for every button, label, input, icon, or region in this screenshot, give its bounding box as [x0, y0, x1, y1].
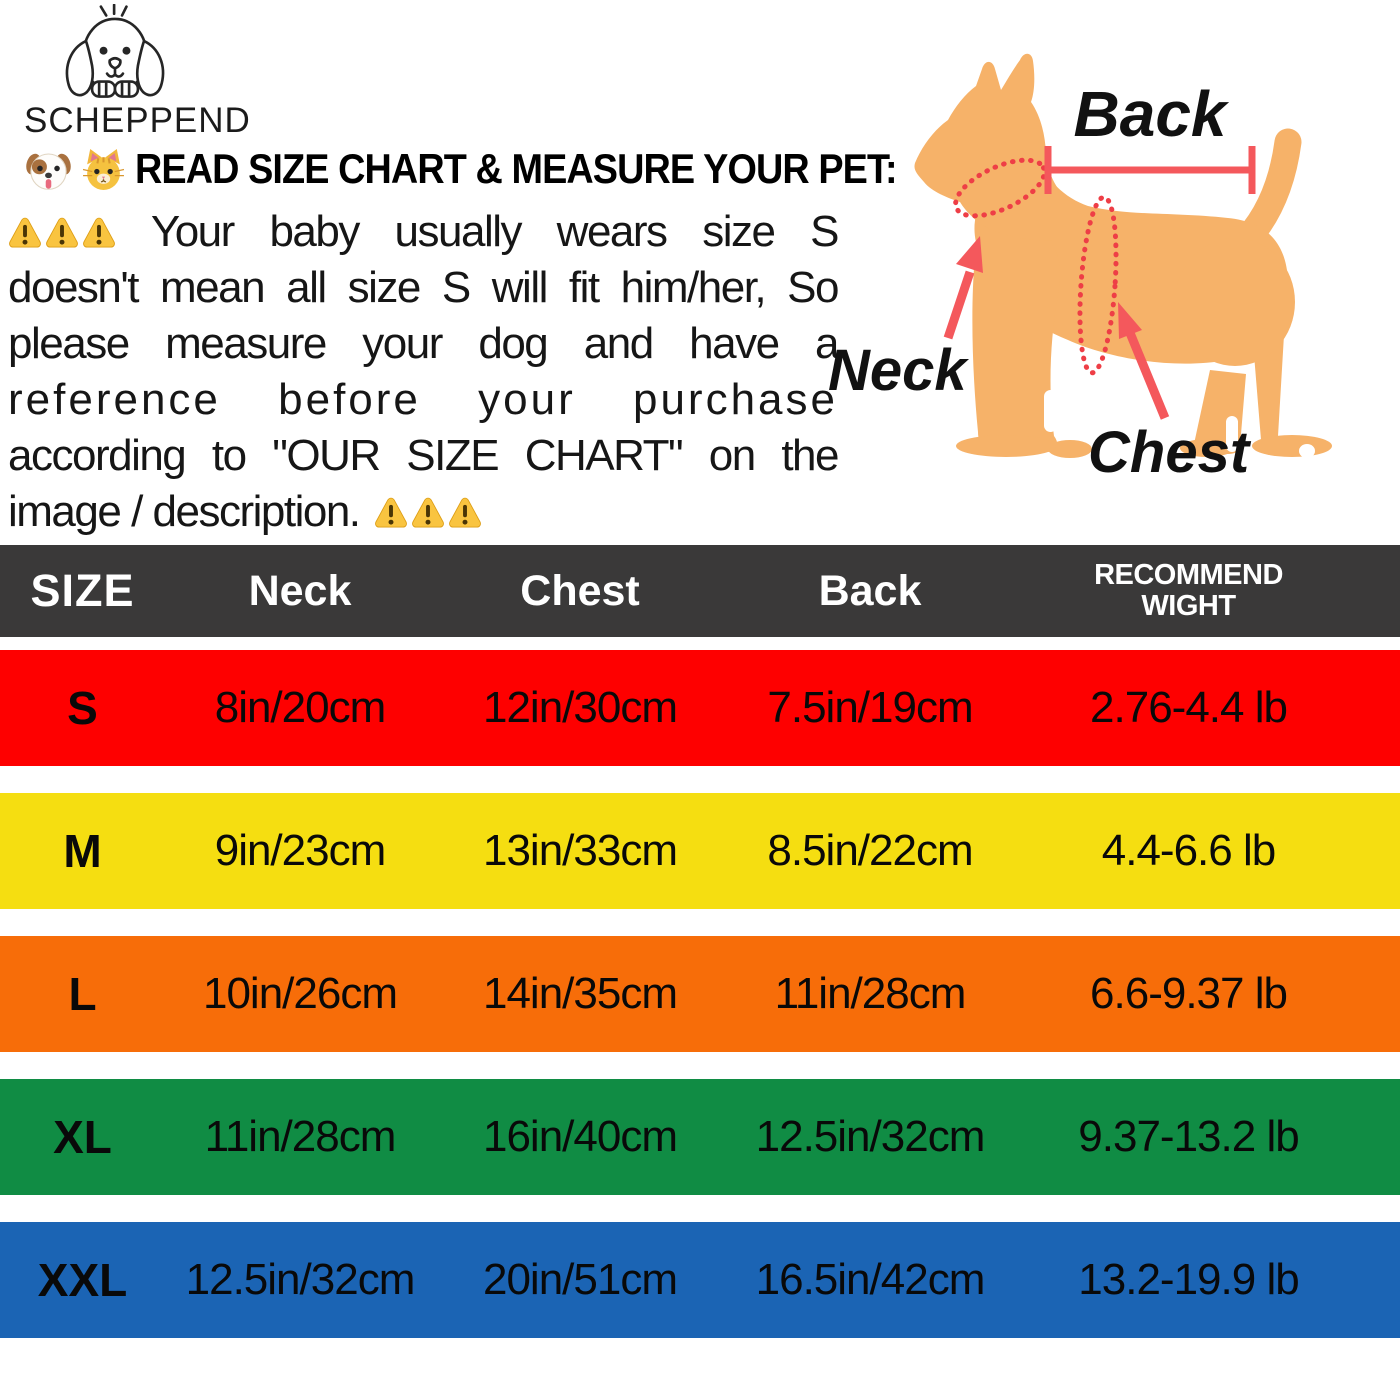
- notice-line: image / description.: [8, 484, 838, 540]
- cell-neck: 11in/28cm: [204, 1112, 396, 1161]
- cell-neck: 9in/23cm: [214, 826, 386, 875]
- notice-line: reference before your purchase: [8, 375, 838, 424]
- notice-heading-text: READ SIZE CHART & MEASURE YOUR PET:: [135, 145, 897, 192]
- cat-face-icon: [81, 147, 126, 192]
- column-header-size: SIZE: [30, 565, 135, 616]
- hind-paw-notch: [1299, 444, 1315, 458]
- cell-chest: 12in/30cm: [482, 683, 677, 732]
- puppy-logo-icon: [30, 4, 200, 108]
- notice-line: doesn't mean all size S will fit him/her, So: [8, 263, 838, 312]
- back-label: Back: [1073, 78, 1227, 150]
- size-row-xl: [0, 1079, 1400, 1195]
- notice-line: according to "OUR SIZE CHART" on the: [8, 431, 838, 480]
- column-header-weight: RECOMMEND WIGHT: [1094, 559, 1283, 622]
- warning-icon: [448, 496, 482, 530]
- warning-icon: [8, 216, 42, 250]
- cell-chest: 13in/33cm: [482, 826, 677, 875]
- warning-icon: [411, 496, 445, 530]
- cell-chest: 16in/40cm: [482, 1112, 677, 1161]
- back-measure-line: [1048, 146, 1252, 194]
- size-chart-table: [0, 545, 1400, 1338]
- front-leg-gap: [1044, 390, 1057, 432]
- column-header-neck: Neck: [248, 566, 352, 615]
- cell-size: XL: [53, 1111, 112, 1163]
- cell-chest: 20in/51cm: [482, 1255, 677, 1304]
- dog-face-icon: [25, 146, 72, 193]
- size-row-xxl: [0, 1222, 1400, 1338]
- size-row-m: [0, 793, 1400, 909]
- cell-back: 8.5in/22cm: [767, 826, 973, 875]
- cell-back: 16.5in/42cm: [755, 1255, 985, 1304]
- table-header-row: [0, 545, 1400, 637]
- notice-line: please measure your dog and have a: [8, 319, 838, 368]
- warning-icon: [374, 496, 408, 530]
- cell-size: M: [63, 825, 102, 877]
- cell-weight: 4.4-6.6 lb: [1101, 826, 1276, 875]
- size-row-s: [0, 650, 1400, 766]
- cell-chest: 14in/35cm: [482, 969, 677, 1018]
- column-header-chest: Chest: [520, 566, 640, 615]
- cell-back: 11in/28cm: [774, 969, 966, 1018]
- column-header-back: Back: [818, 566, 922, 615]
- size-row-l: [0, 936, 1400, 1052]
- cell-weight: 6.6-9.37 lb: [1090, 969, 1287, 1018]
- cell-neck: 12.5in/32cm: [185, 1255, 415, 1304]
- cell-size: L: [68, 968, 97, 1020]
- cell-neck: 8in/20cm: [214, 683, 386, 732]
- cell-neck: 10in/26cm: [202, 969, 397, 1018]
- notice-line: Your baby usually wears size S: [8, 204, 838, 260]
- cell-back: 7.5in/19cm: [767, 683, 973, 732]
- warning-icon: [45, 216, 79, 250]
- warning-icon: [82, 216, 116, 250]
- cell-weight: 13.2-19.9 lb: [1078, 1255, 1299, 1304]
- chest-label: Chest: [1088, 420, 1250, 485]
- cell-weight: 9.37-13.2 lb: [1078, 1112, 1299, 1161]
- brand-name: SCHEPPEND: [24, 101, 251, 140]
- cell-back: 12.5in/32cm: [755, 1112, 985, 1161]
- neck-label: Neck: [828, 338, 967, 403]
- notice-paragraph: [8, 204, 838, 540]
- cell-size: XXL: [37, 1254, 128, 1306]
- cell-size: S: [67, 682, 98, 734]
- measurement-diagram: [820, 40, 1400, 520]
- cell-weight: 2.76-4.4 lb: [1090, 683, 1287, 732]
